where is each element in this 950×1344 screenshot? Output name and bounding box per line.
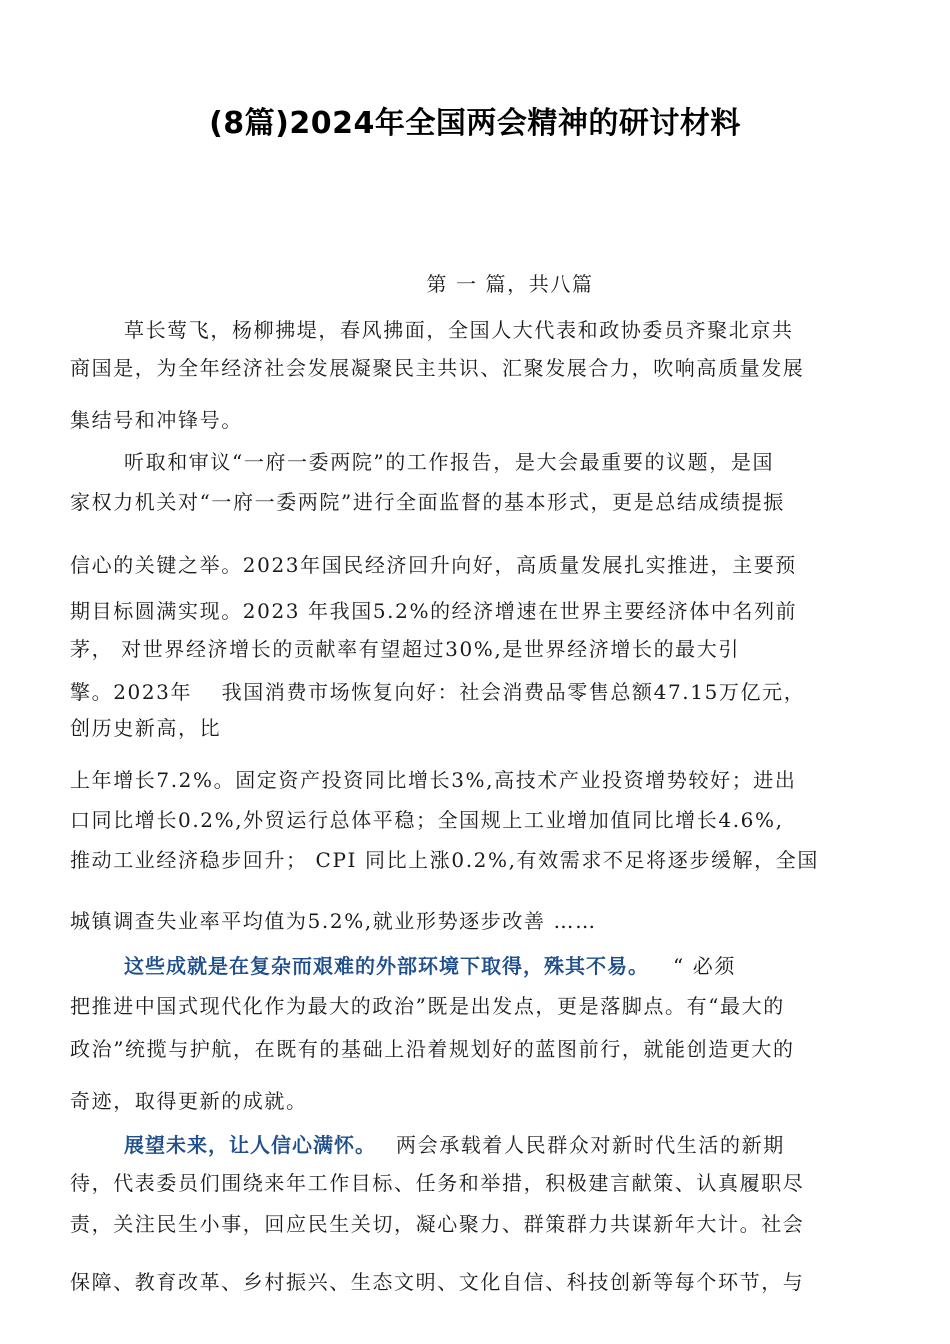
body-line: 政治”统揽与护航，在既有的基础上沿着规划好的蓝图前行，就能创造更大的: [70, 1037, 795, 1061]
highlight-line: [70, 1129, 880, 1158]
body-line: 集结号和冲锋号。: [70, 408, 243, 432]
body-line: 推动工业经济稳步回升； CPI 同比上涨0.2%,有效需求不足将逐步缓解，全国: [70, 848, 819, 872]
body-line: 听取和审议“一府一委两院”的工作报告，是大会最重要的议题，是国: [124, 450, 775, 474]
body-line: 家权力机关对“一府一委两院”进行全面监督的基本形式，更是总结成绩提振: [70, 490, 785, 514]
body-line: 期目标圆满实现。2023 年我国5.2%的经济增速在世界主要经济体中名列前: [70, 599, 798, 623]
document-title: (8篇)2024年全国两会精神的研讨材料: [209, 106, 741, 141]
body-line: 奇迹，取得更新的成就。: [70, 1089, 308, 1113]
body-line: 茅， 对世界经济增长的贡献率有望超过30%,是世界经济增长的最大引: [70, 637, 740, 661]
body-text: “ 必须: [673, 954, 736, 978]
body-line: 待，代表委员们围绕来年工作目标、任务和举措，积极建言献策、认真履职尽: [70, 1171, 805, 1195]
body-line: 城镇调查失业率平均值为5.2%,就业形势逐步改善 ……: [70, 909, 597, 933]
body-line: 商国是，为全年经济社会发展凝聚民主共识、汇聚发展合力，吹响高质量发展: [70, 356, 805, 380]
body-line: 上年增长7.2%。固定资产投资同比增长3%,高技术产业投资增势较好；进出: [70, 768, 797, 792]
body-line: 保障、教育改革、乡村振兴、生态文明、文化自信、科技创新等每个环节，与: [70, 1270, 805, 1294]
highlight-line: [70, 950, 880, 979]
body-line: 把推进中国式现代化作为最大的政治”既是出发点，更是落脚点。有“最大的: [70, 994, 785, 1018]
body-text: 两会承载着人民群众对新时代生活的新期: [396, 1133, 785, 1157]
body-line: 责，关注民生小事，回应民生关切，凝心聚力、群策群力共谋新年大计。社会: [70, 1212, 805, 1236]
body-line: 擎。2023年 我国消费市场恢复向好：社会消费品零售总额47.15万亿元，: [70, 680, 806, 704]
body-line: 信心的关键之举。2023年国民经济回升向好，高质量发展扎实推进，主要预: [70, 553, 797, 577]
body-line: 口同比增长0.2%,外贸运行总体平稳；全国规上工业增加值同比增长4.6%,: [70, 808, 784, 832]
highlight-text: 展望未来，让人信心满怀。: [124, 1133, 376, 1157]
body-line: 创历史新高，比: [70, 716, 222, 740]
section-heading: 第 一 篇，共八篇: [426, 272, 594, 296]
highlight-text: 这些成就是在复杂而艰难的外部环境下取得，殊其不易。: [124, 954, 649, 978]
body-line: 草长莺飞，杨柳拂堤，春风拂面，全国人大代表和政协委员齐聚北京共: [124, 318, 794, 342]
